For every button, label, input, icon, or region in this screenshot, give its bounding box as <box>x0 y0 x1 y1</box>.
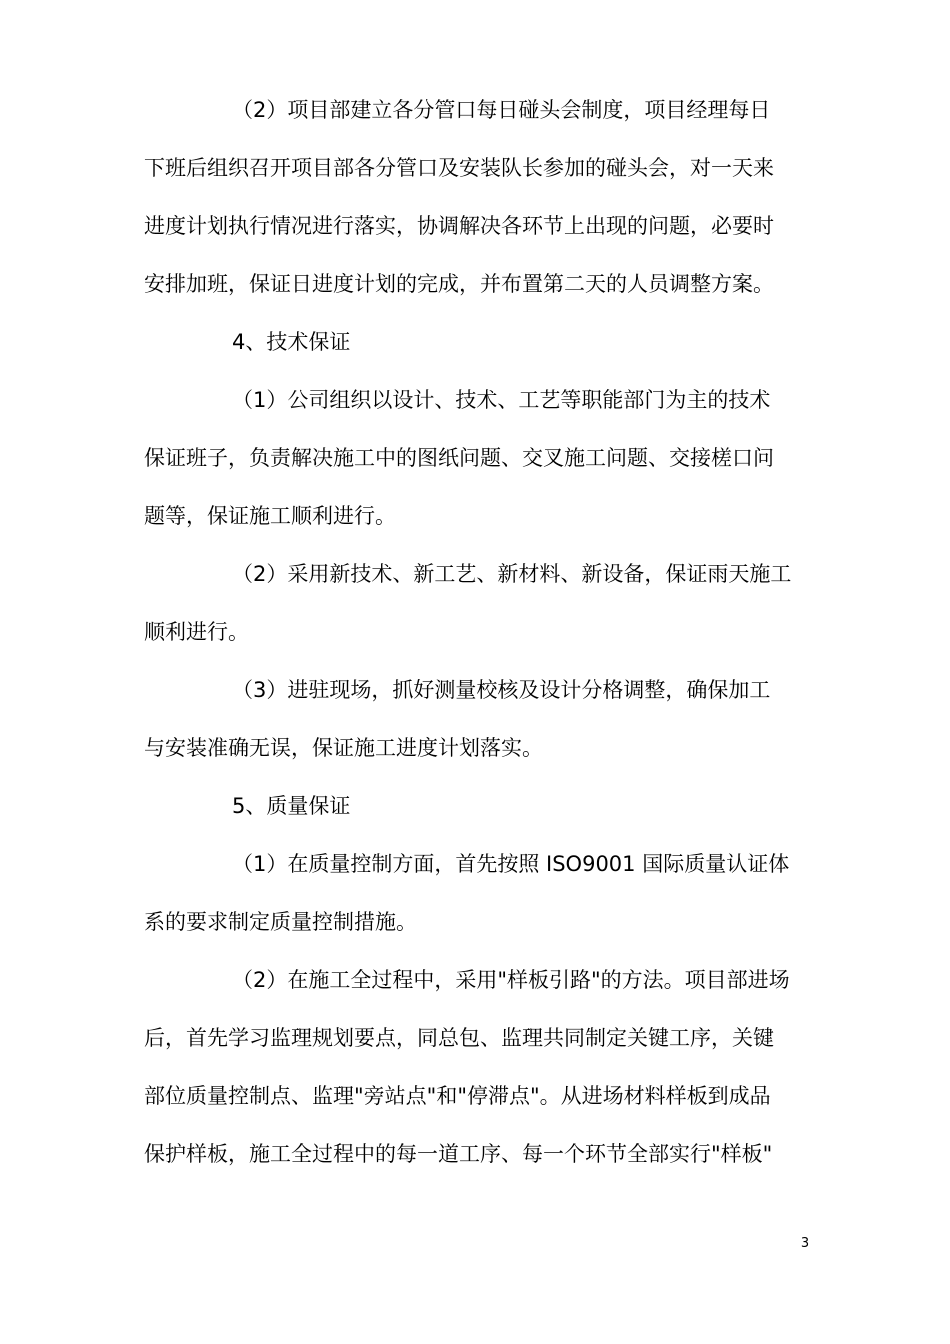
paragraph-line: 题等，保证施工顺利进行。 <box>144 504 396 528</box>
paragraph-line: （1）公司组织以设计、技术、工艺等职能部门为主的技术 <box>232 388 771 412</box>
paragraph-line: （3）进驻现场，抓好测量校核及设计分格调整，确保加工 <box>232 678 771 702</box>
paragraph-line: 系的要求制定质量控制措施。 <box>144 910 417 934</box>
page-number: 3 <box>800 1236 810 1251</box>
section-heading: 4、技术保证 <box>232 330 351 354</box>
paragraph-line: 安排加班，保证日进度计划的完成，并布置第二天的人员调整方案。 <box>144 272 774 296</box>
paragraph-line: 下班后组织召开项目部各分管口及安装队长参加的碰头会，对一天来 <box>144 156 774 180</box>
paragraph-line: 部位质量控制点、监理"旁站点"和"停滞点"。从进场材料样板到成品 <box>144 1084 771 1108</box>
paragraph-line: 后，首先学习监理规划要点，同总包、监理共同制定关键工序，关键 <box>144 1026 774 1050</box>
paragraph-line: 保护样板，施工全过程中的每一道工序、每一个环节全部实行"样板" <box>144 1142 773 1166</box>
paragraph-line: 顺利进行。 <box>144 620 249 644</box>
paragraph-line: 进度计划执行情况进行落实，协调解决各环节上出现的问题，必要时 <box>144 214 774 238</box>
paragraph-line: （1）在质量控制方面，首先按照 ISO9001 国际质量认证体 <box>232 852 790 876</box>
section-heading: 5、质量保证 <box>232 794 351 818</box>
paragraph-line: （2）在施工全过程中，采用"样板引路"的方法。项目部进场 <box>232 968 790 992</box>
paragraph-line: 保证班子，负责解决施工中的图纸问题、交叉施工问题、交接槎口问 <box>144 446 774 470</box>
paragraph-line: （2）采用新技术、新工艺、新材料、新设备，保证雨天施工 <box>232 562 792 586</box>
paragraph-line: 与安装准确无误，保证施工进度计划落实。 <box>144 736 543 760</box>
paragraph-line: （2）项目部建立各分管口每日碰头会制度，项目经理每日 <box>232 98 771 122</box>
